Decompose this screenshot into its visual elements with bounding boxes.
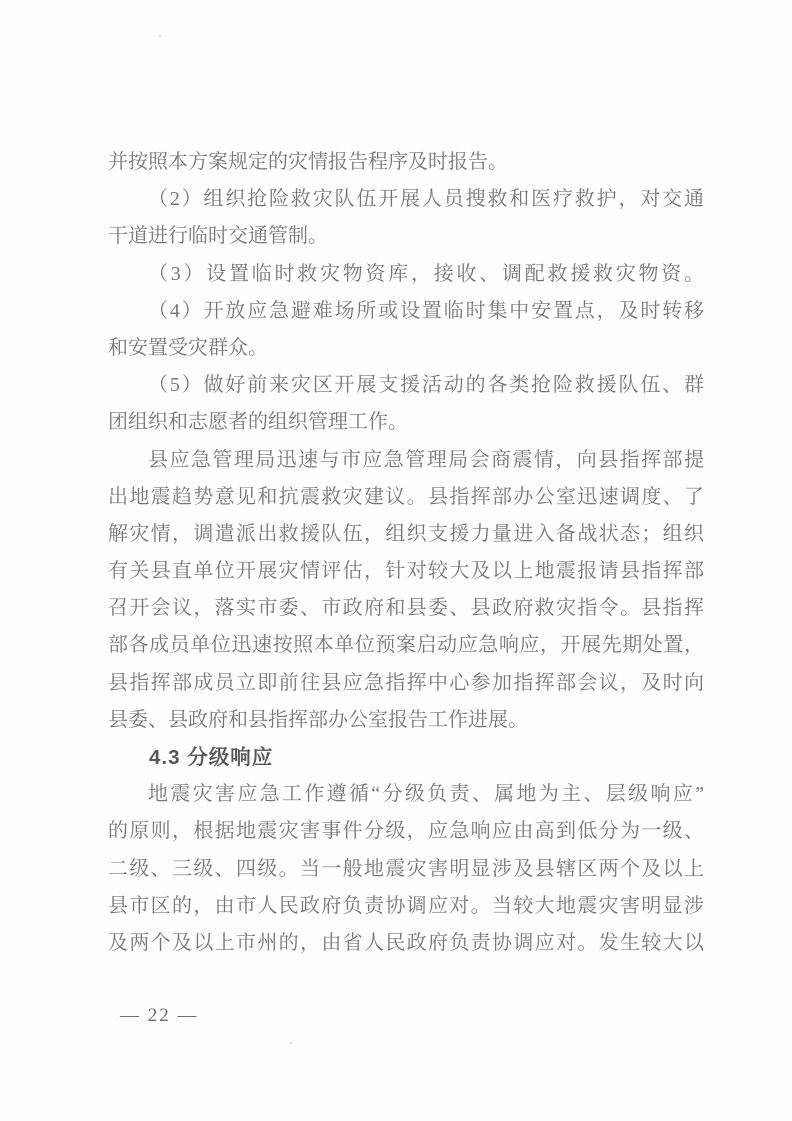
- text-line: 县应急管理局迅速与市应急管理局会商震情，向县指挥部提: [148, 448, 704, 471]
- text-line: 县市区的，由市人民政府负责协调应对。当较大地震灾害明显涉: [108, 894, 704, 917]
- text-line: 出地震趋势意见和抗震救灾建议。县指挥部办公室迅速调度、了: [108, 485, 704, 508]
- text-line: （2）组织抢险救灾队伍开展人员搜救和医疗救护，对交通: [148, 188, 704, 211]
- text-line: 二级、三级、四级。当一般地震灾害明显涉及县辖区两个及以上: [108, 857, 704, 880]
- text-line: 干道进行临时交通管制。: [108, 225, 328, 248]
- text-line: （3）设置临时救灾物资库，接收、调配救援救灾物资。: [148, 262, 704, 285]
- section-heading: 4.3 分级响应: [149, 746, 274, 769]
- text-line: 召开会议，落实市委、市政府和县委、县政府救灾指令。县指挥: [108, 597, 704, 620]
- text-line: 团组织和志愿者的组织管理工作。: [108, 411, 408, 434]
- text-line: （5）做好前来灾区开展支援活动的各类抢险救援队伍、群: [148, 374, 704, 397]
- document-text-block: [108, 144, 704, 962]
- scan-artifact-dot: [290, 1042, 292, 1044]
- text-line: 和安置受灾群众。: [108, 336, 268, 359]
- scan-artifact-dot: [159, 35, 161, 37]
- text-line: 及两个及以上市州的，由省人民政府负责协调应对。发生较大以: [108, 931, 704, 954]
- text-line: 有关县直单位开展灾情评估，针对较大及以上地震报请县指挥部: [108, 560, 704, 583]
- page-number: — 22 —: [120, 1005, 199, 1026]
- text-line: （4）开放应急避难场所或设置临时集中安置点，及时转移: [148, 299, 704, 322]
- text-line: 地震灾害应急工作遵循“分级负责、属地为主、层级响应”: [148, 783, 704, 806]
- text-line: 解灾情，调遣派出救援队伍，组织支援力量进入备战状态；组织: [108, 522, 704, 545]
- text-line: 并按照本方案规定的灾情报告程序及时报告。: [108, 151, 508, 173]
- text-line: 部各成员单位迅速按照本单位预案启动应急响应，开展先期处置，: [108, 634, 704, 657]
- text-line: 的原则，根据地震灾害事件分级，应急响应由高到低分为一级、: [108, 820, 704, 843]
- text-line: 县委、县政府和县指挥部办公室报告工作进展。: [108, 708, 528, 731]
- text-line: 县指挥部成员立即前往县应急指挥中心参加指挥部会议，及时向: [108, 671, 704, 694]
